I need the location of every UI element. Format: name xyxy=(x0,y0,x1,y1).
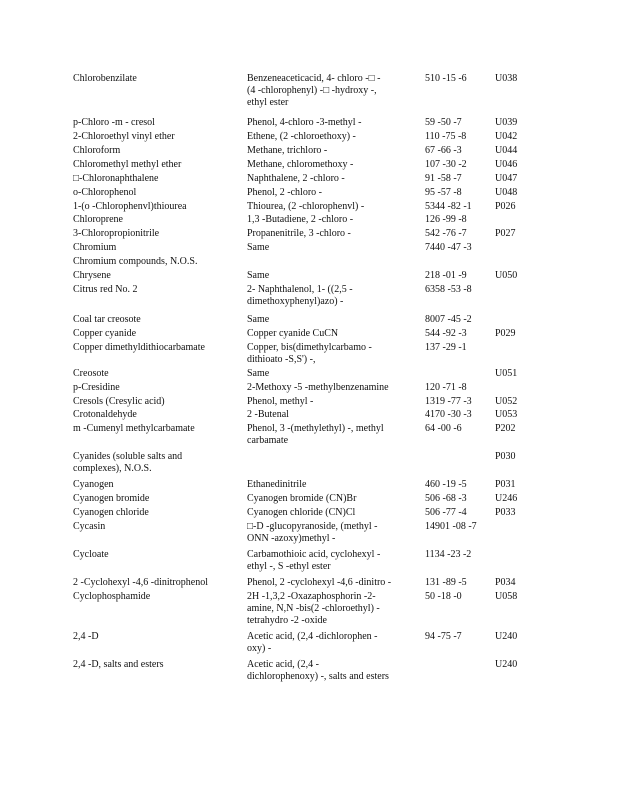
chemical-name xyxy=(247,507,417,519)
substance-name xyxy=(73,342,243,354)
substance-name xyxy=(73,409,243,421)
substance-name xyxy=(73,270,243,282)
waste-code-line: U050 xyxy=(495,270,518,281)
chemical-name-line: Cyanogen chloride (CN)Cl xyxy=(247,507,356,518)
chemical-name xyxy=(247,521,417,545)
cas-number xyxy=(425,314,495,326)
chemical-name-line: 2-Methoxy -5 -methylbenzenamine xyxy=(247,382,389,393)
chemical-name-line: Phenol, 2 -chloro - xyxy=(247,187,322,198)
waste-code-line: P202 xyxy=(495,423,516,434)
chemical-name xyxy=(247,173,417,185)
waste-code-line: U044 xyxy=(495,145,518,156)
substance-name xyxy=(73,396,243,408)
waste-code xyxy=(495,228,535,240)
chemical-name xyxy=(247,270,417,282)
waste-code-line: U038 xyxy=(495,73,518,84)
substance-name xyxy=(73,368,243,380)
chemical-name xyxy=(247,73,417,109)
chemical-name-line: amine, N,N -bis(2 -chloroethyl) - xyxy=(247,603,380,614)
substance-name xyxy=(73,507,243,519)
chemical-name-line: Same xyxy=(247,270,270,281)
substance-name xyxy=(73,423,243,435)
substance-name xyxy=(73,201,243,213)
cas-number-line: 506 -77 -4 xyxy=(425,507,467,518)
substance-name xyxy=(73,382,243,394)
chemical-name xyxy=(247,228,417,240)
chemical-name-line: □-D -glucopyranoside, (methyl - xyxy=(247,521,378,532)
cas-number-line: 542 -76 -7 xyxy=(425,228,467,239)
cas-number-line: 218 -01 -9 xyxy=(425,270,467,281)
chemical-name-line: oxy) - xyxy=(247,643,272,654)
substance-name-line: Crotonaldehyde xyxy=(73,409,137,420)
chemical-name-line: dichlorophenoxy) -, salts and esters xyxy=(247,671,389,682)
chemical-name-line: 1,3 -Butadiene, 2 -chloro - xyxy=(247,214,354,225)
chemical-name-line: dimethoxyphenyl)azo) - xyxy=(247,296,344,307)
cas-number xyxy=(425,396,495,408)
waste-code xyxy=(495,577,535,589)
waste-code xyxy=(495,451,535,463)
substance-name xyxy=(73,145,243,157)
cas-number xyxy=(425,493,495,505)
chemical-name-line: 2- Naphthalenol, 1- ((2,5 - xyxy=(247,284,353,295)
cas-number xyxy=(425,214,495,226)
cas-number xyxy=(425,284,495,296)
substance-name-line: Chromium xyxy=(73,242,117,253)
chemical-name xyxy=(247,314,417,326)
waste-code xyxy=(495,117,535,129)
chemical-name xyxy=(247,631,417,655)
substance-name xyxy=(73,214,243,226)
waste-code xyxy=(495,368,535,380)
substance-name-line: m -Cumenyl methylcarbamate xyxy=(73,423,195,434)
chemical-name xyxy=(247,479,417,491)
cas-number-line: 91 -58 -7 xyxy=(425,173,462,184)
chemical-name xyxy=(247,577,417,589)
substance-name xyxy=(73,256,243,268)
substance-name-line: 2-Chloroethyl vinyl ether xyxy=(73,131,175,142)
substance-name xyxy=(73,479,243,491)
waste-code xyxy=(495,270,535,282)
chemical-name xyxy=(247,214,417,226)
cas-number-line: 64 -00 -6 xyxy=(425,423,462,434)
waste-code xyxy=(495,409,535,421)
cas-number-line: 460 -19 -5 xyxy=(425,479,467,490)
chemical-name-line: Phenol, methyl - xyxy=(247,396,314,407)
chemical-name xyxy=(247,382,417,394)
substance-name-line: p-Chloro -m - cresol xyxy=(73,117,155,128)
cas-number-line: 6358 -53 -8 xyxy=(425,284,472,295)
substance-name-line: o-Chlorophenol xyxy=(73,187,137,198)
chemical-name-line: Acetic acid, (2,4 - xyxy=(247,659,319,670)
cas-number-line: 14901 -08 -7 xyxy=(425,521,477,532)
substance-name xyxy=(73,73,243,85)
cas-number xyxy=(425,117,495,129)
chemical-name xyxy=(247,409,417,421)
chemical-name xyxy=(247,328,417,340)
cas-number-line: 95 -57 -8 xyxy=(425,187,462,198)
waste-code xyxy=(495,173,535,185)
substance-name-line: Chrysene xyxy=(73,270,111,281)
substance-name xyxy=(73,451,243,475)
cas-number-line: 50 -18 -0 xyxy=(425,591,462,602)
substance-name-line: 2,4 -D, salts and esters xyxy=(73,659,164,670)
substance-name xyxy=(73,493,243,505)
substance-name xyxy=(73,187,243,199)
cas-number-line: 544 -92 -3 xyxy=(425,328,467,339)
waste-code xyxy=(495,131,535,143)
substance-name xyxy=(73,173,243,185)
waste-code-line: U246 xyxy=(495,493,518,504)
substance-name-line: Copper cyanide xyxy=(73,328,137,339)
cas-number-line: 8007 -45 -2 xyxy=(425,314,472,325)
chemical-name-line: 2 -Butenal xyxy=(247,409,289,420)
waste-code-line: U046 xyxy=(495,159,518,170)
substance-name xyxy=(73,117,243,129)
substance-name-line: Chloromethyl methyl ether xyxy=(73,159,182,170)
waste-code-line: U240 xyxy=(495,631,518,642)
chemical-name-line: ethyl -, S -ethyl ester xyxy=(247,561,331,572)
substance-name-line: p-Cresidine xyxy=(73,382,120,393)
substance-name-line: Citrus red No. 2 xyxy=(73,284,138,295)
cas-number-line: 94 -75 -7 xyxy=(425,631,462,642)
substance-name xyxy=(73,131,243,143)
substance-name-line: Chloroprene xyxy=(73,214,123,225)
substance-name xyxy=(73,631,243,643)
cas-number xyxy=(425,242,495,254)
substance-name-line: Cyanides (soluble salts and xyxy=(73,451,183,462)
cas-number-line: 1134 -23 -2 xyxy=(425,549,472,560)
substance-name-line: 2,4 -D xyxy=(73,631,99,642)
waste-code xyxy=(495,396,535,408)
chemical-name xyxy=(247,423,417,447)
chemical-name-line: Methane, trichloro - xyxy=(247,145,328,156)
chemical-name-line: Ethene, (2 -chloroethoxy) - xyxy=(247,131,356,142)
chemical-name-line: Copper, bis(dimethylcarbamo - xyxy=(247,342,372,353)
substance-name-line: Cyanogen chloride xyxy=(73,507,149,518)
substance-name-line: Chromium compounds, N.O.S. xyxy=(73,256,198,267)
substance-name-line: Cycloate xyxy=(73,549,109,560)
chemical-name-line: Propanenitrile, 3 -chloro - xyxy=(247,228,351,239)
chemical-name xyxy=(247,187,417,199)
chemical-name-line: Same xyxy=(247,242,270,253)
chemical-name xyxy=(247,396,417,408)
chemical-name xyxy=(247,659,417,683)
chemical-name-line: Cyanogen bromide (CN)Br xyxy=(247,493,357,504)
chemical-name xyxy=(247,242,417,254)
cas-number xyxy=(425,228,495,240)
cas-number xyxy=(425,328,495,340)
waste-code xyxy=(495,479,535,491)
chemical-name-line: Copper cyanide CuCN xyxy=(247,328,339,339)
cas-number-line: 5344 -82 -1 xyxy=(425,201,472,212)
cas-number-line: 137 -29 -1 xyxy=(425,342,467,353)
waste-code-line: U051 xyxy=(495,368,518,379)
chemical-name-line: carbamate xyxy=(247,435,289,446)
chemical-name xyxy=(247,117,417,129)
chemical-name-line: Naphthalene, 2 -chloro - xyxy=(247,173,345,184)
waste-code xyxy=(495,493,535,505)
chemical-name-line: 2H -1,3,2 -Oxazaphosphorin -2- xyxy=(247,591,376,602)
cas-number-line: 131 -89 -5 xyxy=(425,577,467,588)
waste-code xyxy=(495,187,535,199)
cas-number xyxy=(425,131,495,143)
cas-number xyxy=(425,507,495,519)
chemical-name-line: Carbamothioic acid, cyclohexyl - xyxy=(247,549,381,560)
waste-code-line: P027 xyxy=(495,228,516,239)
waste-code xyxy=(495,201,535,213)
substance-name-line: Coal tar creosote xyxy=(73,314,141,325)
waste-code xyxy=(495,328,535,340)
chemical-name-line: Phenol, 4-chloro -3-methyl - xyxy=(247,117,362,128)
chemical-name-line: Thiourea, (2 -chlorophenvl) - xyxy=(247,201,365,212)
chemical-name xyxy=(247,145,417,157)
chemical-name-line: Same xyxy=(247,314,270,325)
substance-name-line: Chloroform xyxy=(73,145,121,156)
cas-number-line: 4170 -30 -3 xyxy=(425,409,472,420)
substance-name xyxy=(73,521,243,533)
chemical-name xyxy=(247,368,417,380)
substance-name-line: Creosote xyxy=(73,368,109,379)
waste-code xyxy=(495,659,535,671)
cas-number xyxy=(425,423,495,435)
cas-number xyxy=(425,270,495,282)
cas-number xyxy=(425,591,495,603)
substance-name xyxy=(73,284,243,296)
substance-name xyxy=(73,577,243,589)
chemical-name xyxy=(247,493,417,505)
chemical-name xyxy=(247,201,417,213)
cas-number xyxy=(425,631,495,643)
substance-name-line: Cycasin xyxy=(73,521,106,532)
cas-number-line: 510 -15 -6 xyxy=(425,73,467,84)
substance-name xyxy=(73,242,243,254)
cas-number xyxy=(425,409,495,421)
substance-name xyxy=(73,659,243,671)
waste-code-line: U042 xyxy=(495,131,518,142)
chemical-name-line: Phenol, 2 -cyclohexyl -4,6 -dinitro - xyxy=(247,577,392,588)
chemical-name xyxy=(247,342,417,366)
cas-number xyxy=(425,577,495,589)
substance-name-line: □-Chloronaphthalene xyxy=(73,173,159,184)
substance-name xyxy=(73,228,243,240)
waste-code-line: U240 xyxy=(495,659,518,670)
cas-number xyxy=(425,549,495,561)
cas-number xyxy=(425,173,495,185)
substance-name-line: Copper dimethyldithiocarbamate xyxy=(73,342,205,353)
cas-number-line: 506 -68 -3 xyxy=(425,493,467,504)
waste-code xyxy=(495,507,535,519)
substance-name xyxy=(73,159,243,171)
chemical-name xyxy=(247,284,417,308)
cas-number xyxy=(425,73,495,85)
waste-code-line: P030 xyxy=(495,451,516,462)
waste-code-line: U048 xyxy=(495,187,518,198)
chemical-name-line: dithioato -S,S') -, xyxy=(247,354,316,365)
cas-number-line: 67 -66 -3 xyxy=(425,145,462,156)
waste-code-line: P034 xyxy=(495,577,516,588)
waste-code xyxy=(495,159,535,171)
waste-code xyxy=(495,73,535,85)
substance-name-line: 1-(o -Chlorophenvl)thiourea xyxy=(73,201,187,212)
chemical-name xyxy=(247,159,417,171)
substance-name xyxy=(73,314,243,326)
chemical-name-line: Methane, chloromethoxy - xyxy=(247,159,354,170)
cas-number xyxy=(425,145,495,157)
chemical-name-line: Phenol, 3 -(methylethyl) -, methyl xyxy=(247,423,384,434)
chemical-name xyxy=(247,131,417,143)
waste-code-line: U052 xyxy=(495,396,518,407)
waste-code-line: P033 xyxy=(495,507,516,518)
cas-number xyxy=(425,382,495,394)
chemical-name-line: ethyl ester xyxy=(247,97,289,108)
waste-code xyxy=(495,631,535,643)
waste-code-line: U047 xyxy=(495,173,518,184)
chemical-name-line: Ethanedinitrile xyxy=(247,479,307,490)
cas-number xyxy=(425,342,495,354)
cas-number-line: 107 -30 -2 xyxy=(425,159,467,170)
substance-name-line: Cresols (Cresylic acid) xyxy=(73,396,165,407)
waste-code-line: P031 xyxy=(495,479,516,490)
substance-name-line: Cyanogen xyxy=(73,479,114,490)
cas-number xyxy=(425,159,495,171)
waste-code xyxy=(495,145,535,157)
cas-number xyxy=(425,201,495,213)
waste-code xyxy=(495,423,535,435)
cas-number xyxy=(425,187,495,199)
chemical-name xyxy=(247,549,417,573)
waste-code-line: U058 xyxy=(495,591,518,602)
chemical-name-line: Benzeneaceticacid, 4- chloro -□ - xyxy=(247,73,381,84)
cas-number-line: 110 -75 -8 xyxy=(425,131,467,142)
cas-number-line: 7440 -47 -3 xyxy=(425,242,472,253)
waste-code-line: P029 xyxy=(495,328,516,339)
substance-name xyxy=(73,549,243,561)
cas-number-line: 1319 -77 -3 xyxy=(425,396,472,407)
substance-name-line: Chlorobenzilate xyxy=(73,73,137,84)
cas-number-line: 126 -99 -8 xyxy=(425,214,467,225)
cas-number xyxy=(425,521,495,533)
cas-number-line: 59 -50 -7 xyxy=(425,117,462,128)
substance-name-line: 3-Chloropropionitrile xyxy=(73,228,160,239)
chemical-name-line: (4 -chlorophenyl) -□ -hydroxy -, xyxy=(247,85,377,96)
substance-name-line: Cyclophosphamide xyxy=(73,591,151,602)
waste-code xyxy=(495,591,535,603)
chemical-name-line: Same xyxy=(247,368,270,379)
chemical-name-line: ONN -azoxy)methyl - xyxy=(247,533,336,544)
chemical-name xyxy=(247,591,417,627)
waste-code-line: U053 xyxy=(495,409,518,420)
substance-name xyxy=(73,328,243,340)
cas-number xyxy=(425,479,495,491)
substance-name-line: Cyanogen bromide xyxy=(73,493,150,504)
waste-code-line: P026 xyxy=(495,201,516,212)
chemical-name-line: Acetic acid, (2,4 -dichlorophen - xyxy=(247,631,378,642)
cas-number-line: 120 -71 -8 xyxy=(425,382,467,393)
substance-name-line: complexes), N.O.S. xyxy=(73,463,152,474)
substance-name-line: 2 -Cyclohexyl -4,6 -dinitrophenol xyxy=(73,577,208,588)
chemical-name-line: tetrahydro -2 -oxide xyxy=(247,615,327,626)
waste-code-line: U039 xyxy=(495,117,518,128)
substance-name xyxy=(73,591,243,603)
